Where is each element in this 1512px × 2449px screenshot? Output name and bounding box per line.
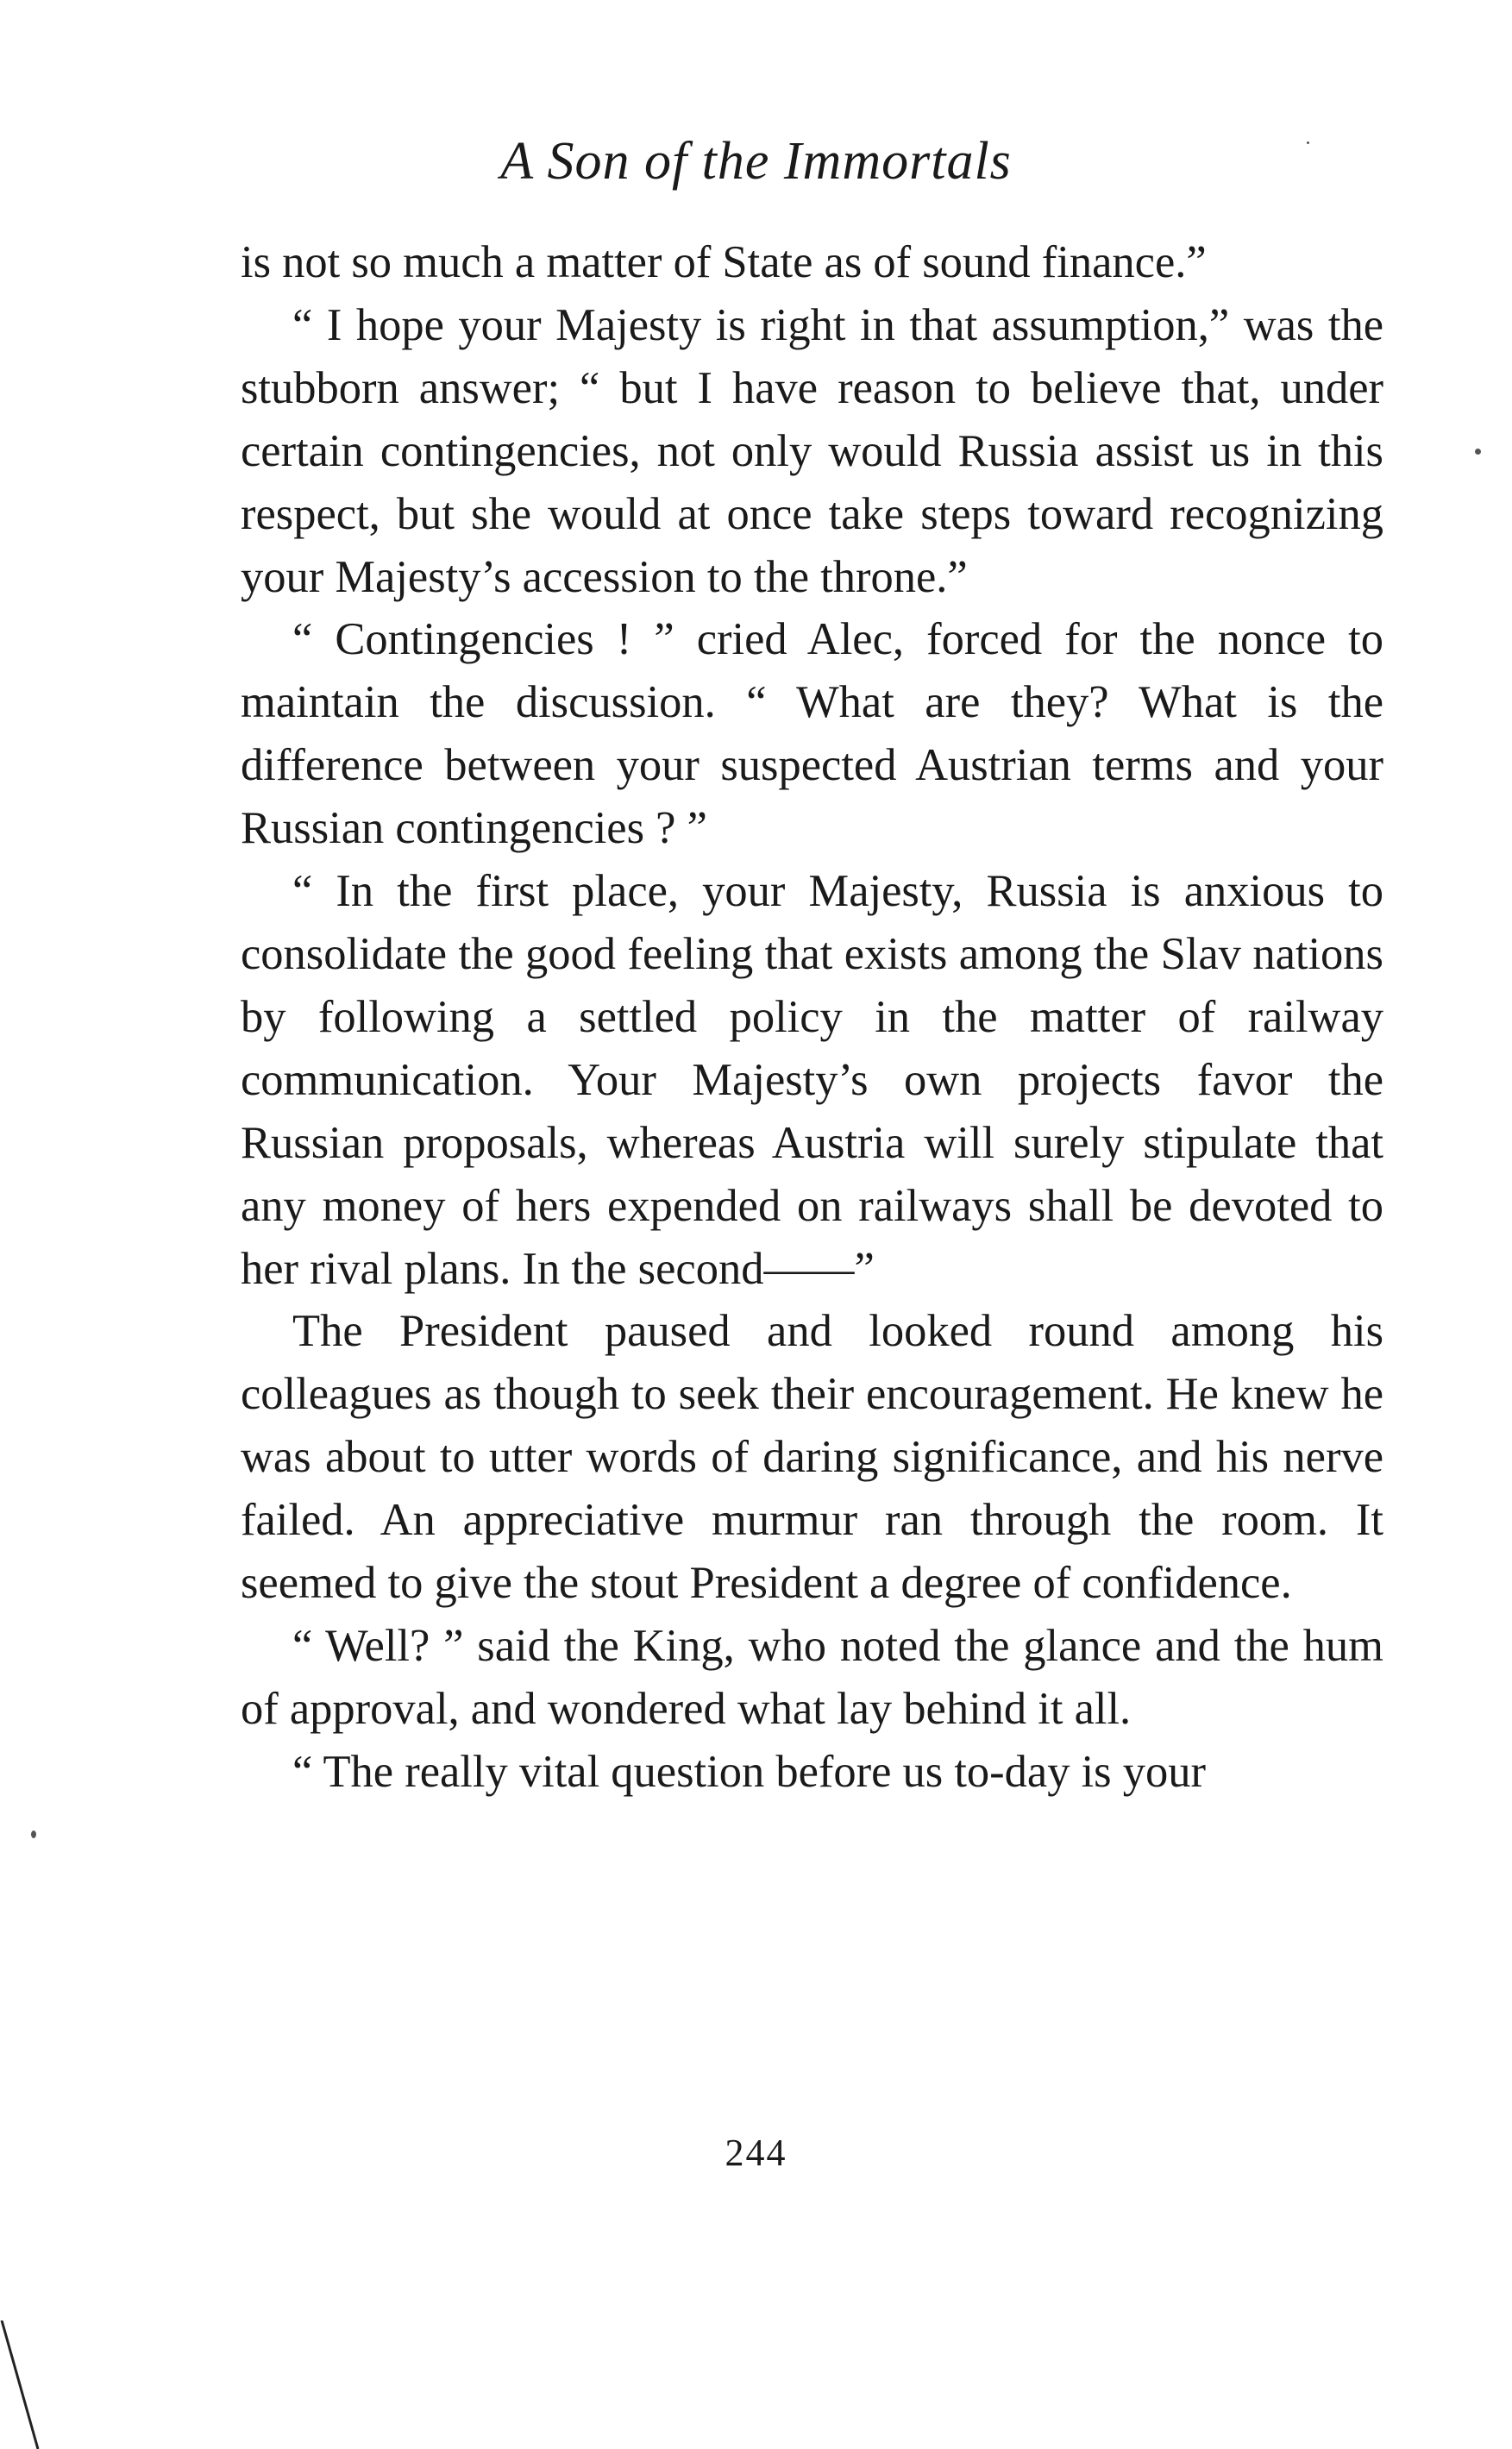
paragraph: “ I hope your Majesty is right in that assumption,” was the stubborn answer; “ but I have reason to believe that, under certain contingencies, not only would Russia assist us in this respect, but she would at once take steps toward recognizing your Majesty’s accession to the throne.” bbox=[241, 299, 1383, 602]
scan-speck bbox=[1307, 141, 1309, 144]
paragraph: “ In the first place, your Majesty, Russia is anxious to consolidate the good feeling that exists among the Slav nations by following a settled policy in the matter of railway communication. Your Majesty’s own projects favor the Russian proposals, whereas Austria will surely stipulate that any money of hers expended on railways shall be devoted to her rival plans. In the second——” bbox=[241, 866, 1383, 1294]
scan-speck bbox=[1475, 449, 1481, 455]
paragraph: The President paused and looked round among his colleagues as though to seek their encouragement. He knew he was about to utter words of daring significance, and his nerve failed. An appreciative murmur ran through the room. It seemed to give the stout President a degree of confidence. bbox=[241, 1306, 1383, 1609]
paragraph: “ Well? ” said the King, who noted the glance and the hum of approval, and wondered what lay behind it all. bbox=[241, 1620, 1383, 1734]
scan-speck bbox=[31, 1830, 36, 1838]
scan-edge-mark bbox=[0, 2320, 52, 2449]
running-header: A Son of the Immortals bbox=[500, 132, 1012, 191]
paragraph: is not so much a matter of State as of sound finance.” bbox=[241, 237, 1207, 287]
body-text bbox=[241, 231, 1383, 1804]
paragraph: “ Contingencies ! ” cried Alec, forced for the nonce to maintain the discussion. “ What are they? What is the difference between your suspected Austrian terms and your Russian contingencies ? ” bbox=[241, 614, 1383, 854]
page-number: 244 bbox=[725, 2132, 787, 2174]
paragraph: “ The really vital question before us to-day is your bbox=[292, 1746, 1206, 1797]
